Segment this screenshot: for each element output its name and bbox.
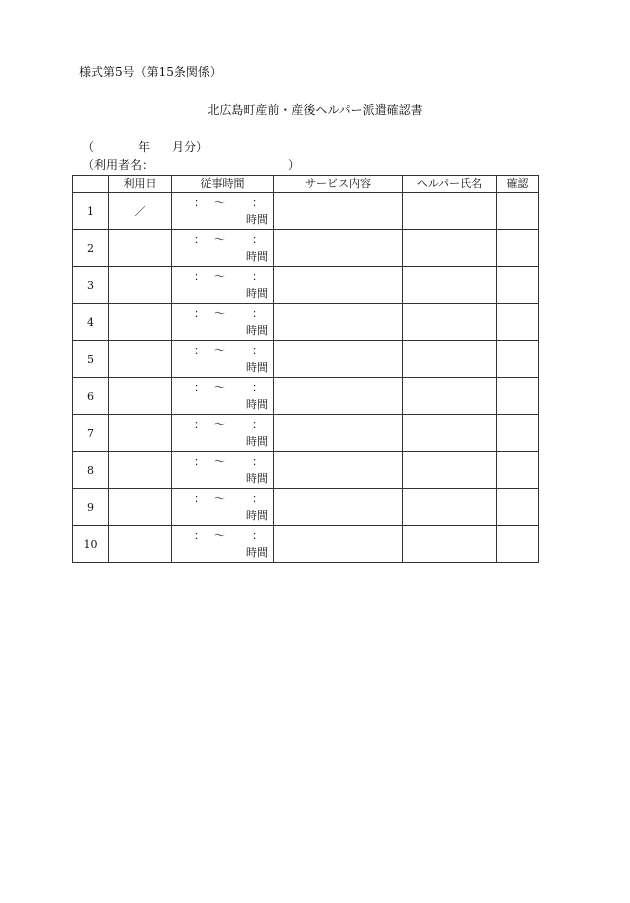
start-time-colon: ： xyxy=(194,492,205,505)
working-hours-cell[interactable] xyxy=(172,526,274,563)
end-time-colon: ： xyxy=(252,492,263,505)
usage-date-cell[interactable] xyxy=(109,452,172,489)
service-content-cell[interactable] xyxy=(274,415,403,452)
start-time-colon: ： xyxy=(194,344,205,357)
start-time-colon: ： xyxy=(194,270,205,283)
row-number: 3 xyxy=(73,267,109,304)
working-hours-cell[interactable] xyxy=(172,304,274,341)
helper-name-cell[interactable] xyxy=(403,304,497,341)
table-row xyxy=(73,415,539,452)
working-hours-cell[interactable] xyxy=(172,452,274,489)
working-hours-cell[interactable] xyxy=(172,230,274,267)
working-hours-cell[interactable] xyxy=(172,193,274,230)
table-row xyxy=(73,267,539,304)
user-name-label: （利用者名： xyxy=(82,158,155,172)
row-number: 4 xyxy=(73,304,109,341)
service-content-cell[interactable] xyxy=(274,267,403,304)
date-separator-mark: ／ xyxy=(134,205,146,218)
row-number: 10 xyxy=(73,526,109,563)
end-time-colon: ： xyxy=(252,270,263,283)
service-content-cell[interactable] xyxy=(274,452,403,489)
helper-name-cell[interactable] xyxy=(403,341,497,378)
working-hours-cell[interactable] xyxy=(172,267,274,304)
header-working-hours: 従事時間 xyxy=(172,176,274,193)
time-range-wave: 〜 xyxy=(214,418,225,431)
confirmation-cell[interactable] xyxy=(497,452,539,489)
end-time-colon: ： xyxy=(252,381,263,394)
row-number: 8 xyxy=(73,452,109,489)
header-confirmation: 確認 xyxy=(497,176,539,193)
time-range-wave: 〜 xyxy=(214,381,225,394)
usage-date-cell[interactable] xyxy=(109,193,172,230)
end-time-colon: ： xyxy=(252,455,263,468)
row-number: 6 xyxy=(73,378,109,415)
confirmation-cell[interactable] xyxy=(497,526,539,563)
hours-unit-label: 時間 xyxy=(246,546,268,559)
header-usage-date: 利用日 xyxy=(109,176,172,193)
time-range-wave: 〜 xyxy=(214,307,225,320)
start-time-colon: ： xyxy=(194,307,205,320)
helper-name-cell[interactable] xyxy=(403,526,497,563)
working-hours-cell[interactable] xyxy=(172,415,274,452)
helper-name-cell[interactable] xyxy=(403,267,497,304)
service-content-cell[interactable] xyxy=(274,304,403,341)
end-time-colon: ： xyxy=(252,344,263,357)
period-month-label: 月分） xyxy=(172,140,209,154)
time-range-wave: 〜 xyxy=(214,492,225,505)
table-row xyxy=(73,378,539,415)
hours-unit-label: 時間 xyxy=(246,472,268,485)
table-row xyxy=(73,304,539,341)
time-range-wave: 〜 xyxy=(214,344,225,357)
form-number-label: 様式第5号（第15条関係） xyxy=(79,65,222,79)
helper-name-cell[interactable] xyxy=(403,378,497,415)
usage-date-cell[interactable] xyxy=(109,378,172,415)
confirmation-cell[interactable] xyxy=(497,304,539,341)
hours-unit-label: 時間 xyxy=(246,361,268,374)
user-name-close: ） xyxy=(288,158,301,172)
hours-unit-label: 時間 xyxy=(246,509,268,522)
table-row xyxy=(73,341,539,378)
usage-date-cell[interactable] xyxy=(109,304,172,341)
hours-unit-label: 時間 xyxy=(246,287,268,300)
service-content-cell[interactable] xyxy=(274,489,403,526)
confirmation-cell[interactable] xyxy=(497,489,539,526)
confirmation-cell[interactable] xyxy=(497,378,539,415)
confirmation-cell[interactable] xyxy=(497,230,539,267)
end-time-colon: ： xyxy=(252,233,263,246)
helper-name-cell[interactable] xyxy=(403,452,497,489)
header-number xyxy=(73,176,109,193)
end-time-colon: ： xyxy=(252,418,263,431)
helper-name-cell[interactable] xyxy=(403,415,497,452)
start-time-colon: ： xyxy=(194,529,205,542)
working-hours-cell[interactable] xyxy=(172,489,274,526)
end-time-colon: ： xyxy=(252,529,263,542)
start-time-colon: ： xyxy=(194,418,205,431)
working-hours-cell[interactable] xyxy=(172,378,274,415)
service-content-cell[interactable] xyxy=(274,230,403,267)
usage-date-cell[interactable] xyxy=(109,230,172,267)
header-helper-name: ヘルパー氏名 xyxy=(403,176,497,193)
helper-name-cell[interactable] xyxy=(403,193,497,230)
working-hours-cell[interactable] xyxy=(172,341,274,378)
start-time-colon: ： xyxy=(194,196,205,209)
usage-date-cell[interactable] xyxy=(109,341,172,378)
row-number: 1 xyxy=(73,193,109,230)
helper-name-cell[interactable] xyxy=(403,230,497,267)
table-row xyxy=(73,193,539,230)
document-title: 北広島町産前・産後ヘルパー派遣確認書 xyxy=(207,103,423,117)
time-range-wave: 〜 xyxy=(214,529,225,542)
usage-date-cell[interactable] xyxy=(109,526,172,563)
confirmation-cell[interactable] xyxy=(497,267,539,304)
helper-name-cell[interactable] xyxy=(403,489,497,526)
row-number: 9 xyxy=(73,489,109,526)
table-row xyxy=(73,526,539,563)
hours-unit-label: 時間 xyxy=(246,398,268,411)
end-time-colon: ： xyxy=(252,307,263,320)
row-number: 2 xyxy=(73,230,109,267)
period-year-label: 年 xyxy=(138,140,151,154)
time-range-wave: 〜 xyxy=(214,270,225,283)
service-content-cell[interactable] xyxy=(274,378,403,415)
service-content-cell[interactable] xyxy=(274,526,403,563)
service-content-cell[interactable] xyxy=(274,341,403,378)
hours-unit-label: 時間 xyxy=(246,324,268,337)
confirmation-cell[interactable] xyxy=(497,415,539,452)
header-service-content: サービス内容 xyxy=(274,176,403,193)
start-time-colon: ： xyxy=(194,381,205,394)
usage-date-cell[interactable] xyxy=(109,489,172,526)
hours-unit-label: 時間 xyxy=(246,250,268,263)
start-time-colon: ： xyxy=(194,233,205,246)
table-row xyxy=(73,452,539,489)
confirmation-cell[interactable] xyxy=(497,341,539,378)
service-log-table xyxy=(72,175,539,563)
end-time-colon: ： xyxy=(252,196,263,209)
time-range-wave: 〜 xyxy=(214,455,225,468)
usage-date-cell[interactable] xyxy=(109,415,172,452)
start-time-colon: ： xyxy=(194,455,205,468)
period-open: （ xyxy=(82,140,95,154)
time-range-wave: 〜 xyxy=(214,233,225,246)
table-row xyxy=(73,230,539,267)
confirmation-cell[interactable] xyxy=(497,193,539,230)
hours-unit-label: 時間 xyxy=(246,213,268,226)
table-row xyxy=(73,489,539,526)
hours-unit-label: 時間 xyxy=(246,435,268,448)
table-header-row xyxy=(73,176,539,193)
service-content-cell[interactable] xyxy=(274,193,403,230)
row-number: 7 xyxy=(73,415,109,452)
row-number: 5 xyxy=(73,341,109,378)
usage-date-cell[interactable] xyxy=(109,267,172,304)
time-range-wave: 〜 xyxy=(214,196,225,209)
